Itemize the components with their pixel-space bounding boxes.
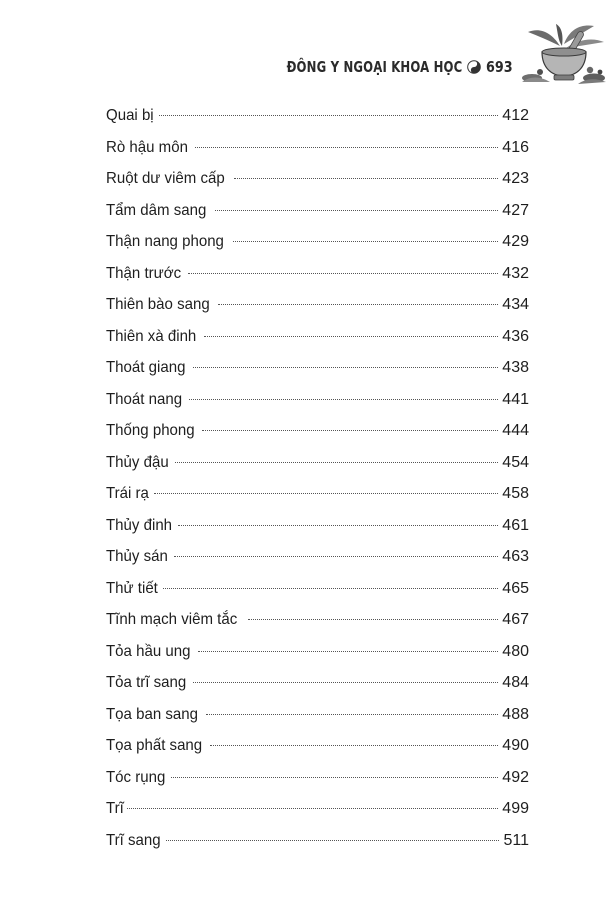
header-page-number: 693	[486, 58, 513, 76]
dot-leader	[195, 146, 498, 148]
toc-entry	[106, 289, 529, 321]
toc-entry-title: Rò hậu môn	[106, 138, 188, 156]
toc-entry	[106, 667, 529, 699]
toc-entry-title: Thống phong	[106, 422, 195, 439]
toc-entry-title: Thiên xà đinh	[106, 327, 197, 345]
toc-entry-title: Thủy sán	[106, 548, 168, 565]
table-of-contents	[106, 100, 529, 856]
toc-entry	[106, 321, 529, 353]
toc-entry-page: 454	[502, 453, 529, 471]
toc-entry-page: 444	[502, 422, 529, 439]
toc-entry	[106, 478, 529, 510]
toc-entry-page: 458	[502, 485, 529, 502]
toc-entry	[106, 510, 529, 542]
toc-entry-page: 427	[502, 201, 529, 219]
toc-entry-title: Trái rạ	[106, 485, 149, 502]
toc-entry	[106, 132, 529, 164]
toc-entry	[106, 573, 529, 605]
toc-entry	[106, 699, 529, 731]
toc-entry-title: Tĩnh mạch viêm tắc	[106, 611, 238, 628]
dot-leader	[234, 177, 498, 179]
toc-entry-page: 423	[502, 170, 529, 187]
dot-leader	[188, 272, 498, 274]
toc-entry-page: 488	[502, 705, 529, 723]
dot-leader	[193, 366, 499, 368]
dot-leader	[159, 114, 499, 116]
toc-entry-title: Thủy đinh	[106, 516, 173, 534]
toc-entry-title: Thử tiết	[106, 579, 158, 597]
toc-entry-page: 492	[502, 768, 529, 786]
dot-leader	[171, 776, 498, 778]
toc-entry-title: Thiên bào sang	[106, 296, 210, 313]
dot-leader	[218, 303, 498, 305]
toc-entry	[106, 825, 529, 857]
toc-entry	[106, 447, 529, 479]
toc-entry-title: Thận nang phong	[106, 233, 224, 250]
herbal-mortar-icon	[520, 24, 606, 86]
toc-entry	[106, 636, 529, 668]
toc-entry-title: Thoát nang	[106, 390, 183, 408]
toc-entry-title: Trĩ sang	[106, 831, 161, 849]
dot-leader	[206, 713, 498, 715]
dot-leader	[204, 335, 498, 337]
toc-entry-title: Tẩm dâm sang	[106, 201, 207, 219]
running-header	[0, 0, 612, 92]
toc-entry-title: Tọa ban sang	[106, 705, 198, 723]
toc-entry	[106, 163, 529, 195]
toc-entry	[106, 415, 529, 447]
toc-entry-page: 432	[502, 264, 529, 282]
toc-entry-page: 490	[502, 737, 529, 754]
dot-leader	[154, 492, 499, 494]
dot-leader	[127, 807, 498, 809]
dot-leader	[233, 240, 498, 242]
dot-leader	[198, 650, 498, 652]
toc-entry-page: 434	[502, 296, 529, 313]
dot-leader	[174, 555, 498, 557]
toc-entry-page: 484	[502, 674, 529, 691]
dot-leader	[175, 461, 499, 463]
dot-leader	[178, 524, 498, 526]
toc-entry-page: 463	[502, 548, 529, 565]
toc-entry	[106, 604, 529, 636]
book-title: ĐÔNG Y NGOẠI KHOA HỌC	[286, 58, 462, 76]
toc-entry-title: Quai bị	[106, 107, 154, 124]
toc-entry	[106, 730, 529, 762]
dot-leader	[202, 429, 498, 431]
toc-entry-page: 480	[502, 642, 529, 660]
toc-entry	[106, 352, 529, 384]
toc-entry-title: Thận trước	[106, 264, 182, 282]
toc-entry-page: 511	[503, 831, 529, 849]
toc-entry-page: 416	[502, 138, 529, 156]
toc-entry-page: 441	[502, 390, 529, 408]
toc-entry-page: 438	[502, 359, 529, 376]
dot-leader	[215, 209, 499, 211]
toc-entry	[106, 793, 529, 825]
toc-entry-title: Tóc rụng	[106, 768, 166, 786]
toc-entry-page: 461	[502, 516, 529, 534]
toc-entry	[106, 226, 529, 258]
toc-entry-title: Thoát giang	[106, 359, 186, 376]
toc-entry-title: Thủy đậu	[106, 453, 169, 471]
toc-entry	[106, 541, 529, 573]
toc-entry	[106, 384, 529, 416]
toc-entry	[106, 258, 529, 290]
toc-entry-page: 499	[502, 800, 529, 817]
toc-entry-page: 465	[502, 579, 529, 597]
dot-leader	[163, 587, 498, 589]
dot-leader	[166, 839, 499, 841]
toc-entry-page: 436	[502, 327, 529, 345]
dot-leader	[189, 398, 498, 400]
toc-entry-page: 467	[502, 611, 529, 628]
toc-entry-title: Trĩ	[106, 800, 124, 817]
toc-entry-title: Tọa phất sang	[106, 737, 203, 754]
toc-entry	[106, 762, 529, 794]
toc-entry-page: 429	[502, 233, 529, 250]
toc-entry-title: Ruột dư viêm cấp	[106, 170, 225, 187]
yin-yang-icon	[467, 60, 481, 74]
dot-leader	[193, 681, 498, 683]
dot-leader	[210, 744, 498, 746]
toc-entry-page: 412	[502, 107, 529, 124]
toc-entry	[106, 195, 529, 227]
toc-entry-title: Tỏa hầu ung	[106, 642, 191, 660]
dot-leader	[248, 618, 499, 620]
toc-entry	[106, 100, 529, 132]
toc-entry-title: Tỏa trĩ sang	[106, 674, 187, 691]
